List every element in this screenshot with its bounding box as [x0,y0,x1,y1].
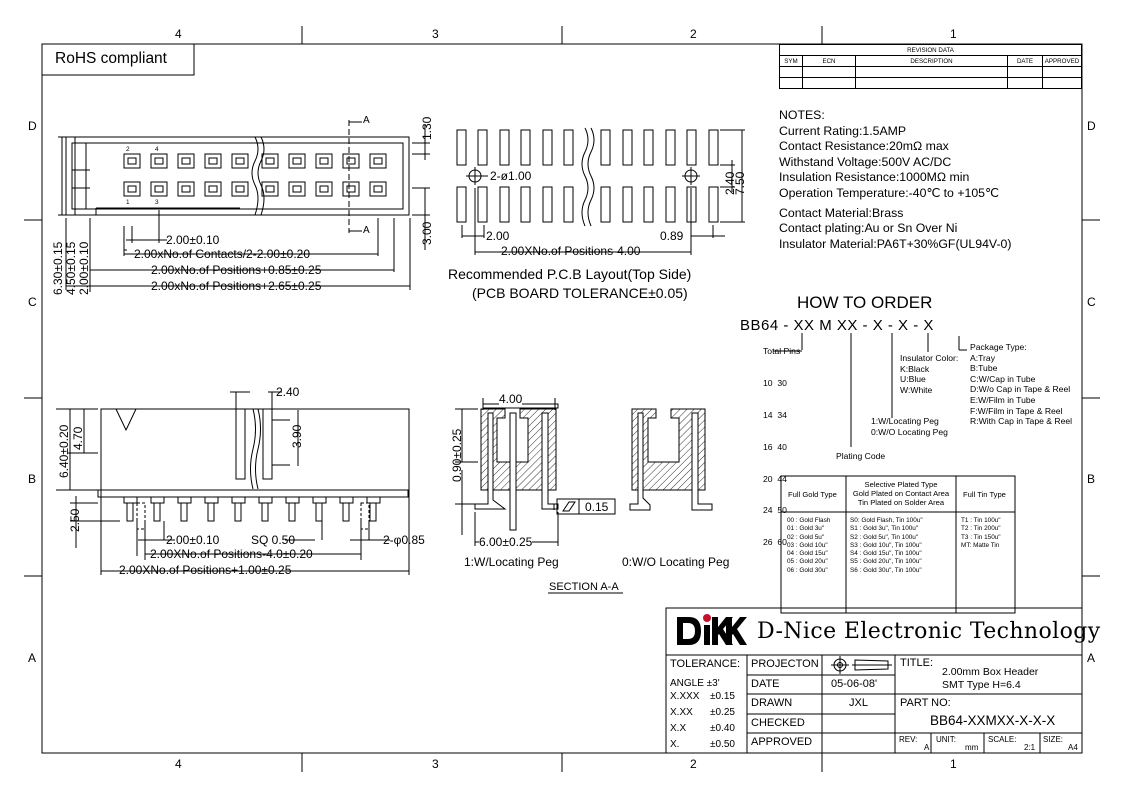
pin-label-4: 4 [155,146,159,153]
dim-pitch-top: 2.00±0.10 [166,233,220,247]
part-no-label: PART NO: [900,697,951,709]
label-without-peg: 0:W/O Locating Peg [622,555,730,569]
zone-left-A: A [28,651,37,665]
package-options [970,342,1072,427]
tin-list [961,517,1001,550]
zone-bottom-4: 4 [175,757,182,771]
zone-left-C: C [28,295,37,309]
selective-header-2: Gold Plated on Contact Area [852,489,950,499]
rohs-label: RoHS compliant [55,50,167,67]
note-line: Contact Resistance:20mΩ max [779,139,949,154]
zone-top-3: 3 [432,27,439,41]
drawn-value: JXL [849,697,868,709]
plating-code-label: Plating Code [836,451,886,461]
rev-col-approved: APPROVED [1043,56,1082,67]
plating-header-tin: Full Tin Type [963,490,1006,499]
peg-options [871,416,948,437]
label-with-peg: 1:W/Locating Peg [464,555,559,569]
note-line: Withstand Voltage:500V AC/DC [779,154,952,169]
list-item: T1 : Tin 100u" [961,517,1001,524]
list-item: S2 : Gold 5u", Tin 100u" [850,533,919,541]
total-pins-label: Total Pins [763,346,801,356]
how-to-order-title: HOW TO ORDER [797,293,933,312]
section-marker-top: A [363,115,370,126]
insulator-label: Insulator Color: [900,353,959,363]
title-line-1: 2.00mm Box Header [942,666,1039,678]
tol-key: X.XXX [670,691,700,702]
pcb-dim-240: 2.40 [723,171,737,195]
front-dim-peg: 2-φ0.85 [383,533,425,547]
part-no-value: BB64-XXMXX-X-X-X [930,713,1056,728]
total-pins-list [763,357,787,558]
rev-col-date: DATE [1008,56,1043,67]
front-dim-390: 3.90 [290,424,304,448]
zone-top-2: 2 [690,27,697,41]
list-item: 20 44 [763,473,787,484]
list-item: S0: Gold Flash, Tin 100u" [850,517,923,524]
checked-label: CHECKED [751,717,805,729]
section-marker-bottom: A [363,225,370,236]
dim-450: 4.50±0.15 [64,241,78,295]
revision-table [779,44,1082,89]
title-line-2: SMT Type H=6.4 [942,679,1021,691]
zone-top-4: 4 [175,27,182,41]
tol-value: ±0.50 [710,739,735,750]
tol-key: X.XX [670,707,693,718]
rev-value: A [924,743,930,752]
selective-header-3: Tin Plated on Solder Area [857,498,945,508]
list-item: 05 : Gold 20u" [787,558,828,566]
material-line: Contact Material:Brass [779,205,904,220]
gold-list [787,517,830,575]
rev-col-sym: SYM [780,56,803,67]
list-item: S3 : Gold 10u", Tin 100u" [850,541,922,549]
zone-left-D: D [28,119,37,133]
zone-left-B: B [28,472,37,486]
tol-key: X.X [670,723,687,734]
scale-value: 2:1 [1024,743,1036,752]
size-value: A4 [1068,743,1078,752]
zone-bottom-1: 1 [950,757,957,771]
list-item: S1 : Gold 3u", Tin 100u" [850,525,919,533]
zone-right-D: D [1087,119,1096,133]
company-logo [677,614,747,645]
pcb-dim-200: 2.00 [486,229,510,243]
list-item: MT: Matte Tin [961,541,1000,549]
zone-right-C: C [1087,295,1096,309]
revision-title: REVISION DATA [780,45,1082,56]
front-dim-pos-100: 2.00XNo.of Positions+1.00±0.25 [119,563,292,577]
front-dim-pos-400: 2.00XNo.of Positions-4.0±0.20 [150,547,313,561]
rev-col-description: DESCRIPTION [856,56,1008,67]
dim-300: 3.00 [420,221,434,245]
list-item: C:W/Cap in Tube [970,373,1036,384]
pin-label-3: 3 [155,199,159,206]
list-item: 14 34 [763,409,787,420]
list-item: 26 60 [763,537,787,548]
list-item: S5 : Gold 20u", Tin 100u" [850,558,922,566]
front-dim-pitch: 2.00±0.10 [166,533,220,547]
list-item: 10 30 [763,378,787,389]
notes-heading: NOTES: [779,108,825,122]
dim-pos-265: 2.00xNo.of Positions+2.65±0.25 [151,279,322,293]
drawn-label: DRAWN [751,697,793,709]
flatness-value: 0.15 [585,500,609,514]
company-name: D-Nice Electronic Technology [757,619,1101,644]
zone-right-A: A [1087,651,1096,665]
list-item: K:Black [900,363,930,374]
list-item: 24 50 [763,505,787,516]
scale-label: SCALE: [988,735,1017,744]
list-item: 06 : Gold 30u" [787,566,828,574]
list-item: B:Tube [970,363,998,374]
selective-header-1: Selective Plated Type [864,480,938,489]
section-dim-600: 6.00±0.25 [479,535,533,549]
note-line: Insulation Resistance:1000MΩ min [779,170,970,185]
section-dim-400: 4.00 [499,392,523,406]
section-w-peg [455,398,615,549]
pcb-dim-089: 0.89 [660,229,684,243]
dim-130: 1.30 [420,116,434,140]
list-item: 16 40 [763,441,787,452]
pin-label-1: 1 [126,199,130,206]
list-item: 03 : Gold 10u" [787,541,828,549]
list-item: E:W/Film in Tube [970,394,1036,405]
unit-value: mm [965,743,979,752]
tol-value: ±0.15 [710,691,735,702]
zone-bottom-2: 2 [690,757,697,771]
tol-value: ±0.40 [710,723,735,734]
tol-value: ±0.25 [710,707,735,718]
plating-header-gold: Full Gold Type [788,490,837,499]
zone-top-1: 1 [950,27,957,41]
list-item: S4 : Gold 15u", Tin 100u" [850,550,922,558]
selective-list [850,517,923,575]
unit-label: UNIT: [936,735,956,744]
front-dim-240: 2.40 [276,385,300,399]
projection-label: PROJECTON [751,658,819,670]
size-label: SIZE: [1043,735,1064,744]
rev-col-ecn: ECN [803,56,856,67]
list-item: 00 : Gold Flash [787,517,831,524]
tol-key: X. [670,739,680,750]
package-label: Package Type: [970,342,1027,352]
notes-block [779,108,1012,252]
list-item: 02 : Gold 5u" [787,533,825,541]
note-line: Operation Temperature:-40℃ to +105℃ [779,185,999,200]
pcb-dim-positions: 2.00XNo.of Positions-4.00 [501,244,641,258]
approved-label: APPROVED [751,736,813,748]
tolerance-label: TOLERANCE: [670,658,741,670]
list-item: 01 : Gold 3u" [787,525,825,533]
date-value: 05-06-08' [831,678,878,690]
list-item: A:Tray [970,352,995,363]
front-dim-sq: SQ 0.50 [251,533,296,547]
pcb-caption: Recommended P.C.B Layout(Top Side) [448,266,692,282]
list-item: W:White [900,384,933,395]
pcb-dim-750: 7.50 [733,171,747,195]
angle-tolerance: ANGLE ±3' [670,678,720,689]
list-item: 0:W/O Locating Peg [871,426,948,437]
material-line: Contact plating:Au or Sn Over Ni [779,221,958,236]
zone-right-B: B [1087,472,1096,486]
list-item: S6 : Gold 30u", Tin 100u" [850,566,922,574]
insulator-options [900,353,958,395]
date-label: DATE [751,678,780,690]
pin-label-2: 2 [126,146,130,153]
list-item: D:W/o Cap in Tape & Reel [970,384,1071,395]
rev-label: REV: [899,735,918,744]
section-dim-090: 0.90±0.25 [450,428,464,482]
list-item: R:With Cap in Tape & Reel [970,416,1073,427]
material-line: Insulator Material:PA6T+30%GF(UL94V-0) [779,236,1012,251]
list-item: F:W/Film in Tape & Reel [970,405,1063,416]
section-title: SECTION A-A [549,581,619,593]
pcb-tolerance-caption: (PCB BOARD TOLERANCE±0.05) [472,285,688,301]
dim-contacts: 2.00xNo.of Contacts/2-2.00±0.20 [134,247,311,261]
pcb-dim-hole: 2-ø1.00 [490,169,532,183]
order-code: BB64 - XX M XX - X - X - X [740,317,934,334]
plating-header-selective [846,480,956,508]
dim-pos-085: 2.00xNo.of Positions+0.85±0.25 [151,263,322,277]
front-dim-640: 6.40±0.20 [57,424,71,478]
list-item: U:Blue [900,374,926,385]
list-item: T2 : Tin 200u" [961,525,1001,533]
dim-630: 6.30±0.15 [51,241,65,295]
zone-bottom-3: 3 [432,757,439,771]
list-item: 04 : Gold 15u" [787,550,828,558]
list-item: T3 : Tin 150u" [961,533,1001,541]
section-wo-peg [630,409,712,510]
note-line: Current Rating:1.5AMP [779,123,907,138]
list-item: 1:W/Locating Peg [871,416,939,426]
dim-200-top: 2.00±0.10 [77,241,91,295]
front-dim-470: 4.70 [71,426,85,450]
front-dim-250: 2.50 [68,508,82,532]
title-label: TITLE: [900,657,934,669]
